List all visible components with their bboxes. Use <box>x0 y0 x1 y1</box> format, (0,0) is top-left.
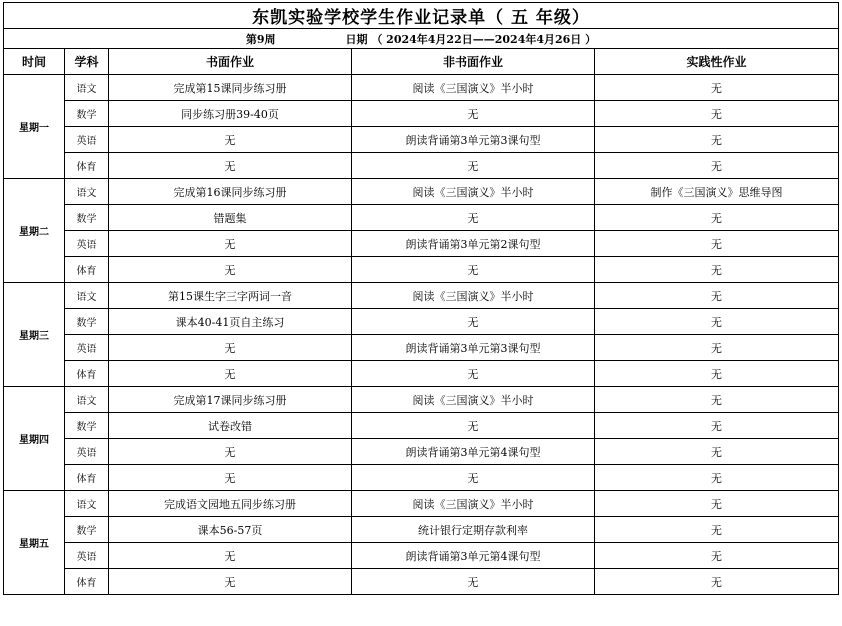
non-written-homework-cell: 朗读背诵第3单元第4课句型 <box>352 439 595 465</box>
written-homework-cell: 无 <box>109 439 352 465</box>
practice-homework-cell: 无 <box>595 413 839 439</box>
title-row <box>4 3 839 29</box>
written-homework-cell: 无 <box>109 335 352 361</box>
week-label: 第9周 <box>245 32 276 46</box>
non-written-homework-cell: 朗读背诵第3单元第3课句型 <box>352 335 595 361</box>
written-homework-cell: 第15课生字三字两词一音 <box>109 283 352 309</box>
table-row <box>4 361 839 387</box>
written-homework-cell: 无 <box>109 257 352 283</box>
subject-cell: 语文 <box>65 179 109 205</box>
subject-cell: 英语 <box>65 335 109 361</box>
subject-cell: 体育 <box>65 465 109 491</box>
practice-homework-cell: 无 <box>595 543 839 569</box>
date-range: 日期 （ 2024年4月22日——2024年4月26日 ） <box>345 32 597 46</box>
sheet-title: 东凯实验学校学生作业记录单（ 五 年级） <box>4 3 839 29</box>
subject-cell: 体育 <box>65 569 109 595</box>
non-written-homework-cell: 无 <box>352 205 595 231</box>
table-row <box>4 387 839 413</box>
non-written-homework-cell: 无 <box>352 465 595 491</box>
subject-cell: 数学 <box>65 309 109 335</box>
practice-homework-cell: 无 <box>595 153 839 179</box>
subject-cell: 数学 <box>65 101 109 127</box>
written-homework-cell: 完成语文园地五同步练习册 <box>109 491 352 517</box>
subject-cell: 数学 <box>65 517 109 543</box>
written-homework-cell: 无 <box>109 231 352 257</box>
non-written-homework-cell: 阅读《三国演义》半小时 <box>352 491 595 517</box>
practice-homework-cell: 无 <box>595 335 839 361</box>
subject-cell: 语文 <box>65 75 109 101</box>
subject-cell: 英语 <box>65 231 109 257</box>
table-row <box>4 127 839 153</box>
non-written-homework-cell: 阅读《三国演义》半小时 <box>352 75 595 101</box>
header-subject: 学科 <box>65 49 109 75</box>
header-practice: 实践性作业 <box>595 49 839 75</box>
table-row <box>4 205 839 231</box>
practice-homework-cell: 无 <box>595 101 839 127</box>
subject-cell: 英语 <box>65 127 109 153</box>
week-date-row <box>4 29 839 49</box>
non-written-homework-cell: 无 <box>352 413 595 439</box>
table-row <box>4 309 839 335</box>
practice-homework-cell: 无 <box>595 491 839 517</box>
subject-cell: 语文 <box>65 387 109 413</box>
written-homework-cell: 无 <box>109 569 352 595</box>
table-row <box>4 231 839 257</box>
non-written-homework-cell: 朗读背诵第3单元第2课句型 <box>352 231 595 257</box>
non-written-homework-cell: 阅读《三国演义》半小时 <box>352 179 595 205</box>
table-row <box>4 75 839 101</box>
practice-homework-cell: 制作《三国演义》思维导图 <box>595 179 839 205</box>
written-homework-cell: 课本40-41页自主练习 <box>109 309 352 335</box>
non-written-homework-cell: 无 <box>352 257 595 283</box>
subject-cell: 语文 <box>65 491 109 517</box>
table-row <box>4 465 839 491</box>
practice-homework-cell: 无 <box>595 205 839 231</box>
non-written-homework-cell: 无 <box>352 101 595 127</box>
written-homework-cell: 完成第15课同步练习册 <box>109 75 352 101</box>
subject-cell: 英语 <box>65 439 109 465</box>
non-written-homework-cell: 朗读背诵第3单元第4课句型 <box>352 543 595 569</box>
day-cell: 星期四 <box>4 387 65 491</box>
table-row <box>4 439 839 465</box>
table-row <box>4 543 839 569</box>
practice-homework-cell: 无 <box>595 75 839 101</box>
written-homework-cell: 无 <box>109 153 352 179</box>
practice-homework-cell: 无 <box>595 517 839 543</box>
non-written-homework-cell: 无 <box>352 153 595 179</box>
subject-cell: 数学 <box>65 413 109 439</box>
non-written-homework-cell: 阅读《三国演义》半小时 <box>352 387 595 413</box>
day-cell: 星期三 <box>4 283 65 387</box>
header-row <box>4 49 839 75</box>
non-written-homework-cell: 无 <box>352 569 595 595</box>
table-row <box>4 101 839 127</box>
subject-cell: 语文 <box>65 283 109 309</box>
practice-homework-cell: 无 <box>595 439 839 465</box>
non-written-homework-cell: 阅读《三国演义》半小时 <box>352 283 595 309</box>
day-cell: 星期五 <box>4 491 65 595</box>
day-cell: 星期一 <box>4 75 65 179</box>
non-written-homework-cell: 无 <box>352 309 595 335</box>
practice-homework-cell: 无 <box>595 387 839 413</box>
table-row <box>4 257 839 283</box>
non-written-homework-cell: 统计银行定期存款利率 <box>352 517 595 543</box>
table-row <box>4 153 839 179</box>
header-written: 书面作业 <box>109 49 352 75</box>
practice-homework-cell: 无 <box>595 127 839 153</box>
table-row <box>4 179 839 205</box>
subject-cell: 体育 <box>65 361 109 387</box>
written-homework-cell: 无 <box>109 543 352 569</box>
practice-homework-cell: 无 <box>595 257 839 283</box>
non-written-homework-cell: 无 <box>352 361 595 387</box>
practice-homework-cell: 无 <box>595 465 839 491</box>
practice-homework-cell: 无 <box>595 569 839 595</box>
written-homework-cell: 无 <box>109 361 352 387</box>
subject-cell: 数学 <box>65 205 109 231</box>
written-homework-cell: 完成第17课同步练习册 <box>109 387 352 413</box>
practice-homework-cell: 无 <box>595 309 839 335</box>
week-date-cell <box>4 29 839 49</box>
table-row <box>4 335 839 361</box>
written-homework-cell: 完成第16课同步练习册 <box>109 179 352 205</box>
written-homework-cell: 同步练习册39-40页 <box>109 101 352 127</box>
header-non-written: 非书面作业 <box>352 49 595 75</box>
practice-homework-cell: 无 <box>595 283 839 309</box>
table-row <box>4 413 839 439</box>
written-homework-cell: 试卷改错 <box>109 413 352 439</box>
homework-record-table <box>3 2 839 595</box>
subject-cell: 体育 <box>65 153 109 179</box>
written-homework-cell: 课本56-57页 <box>109 517 352 543</box>
header-time: 时间 <box>4 49 65 75</box>
table-row <box>4 283 839 309</box>
non-written-homework-cell: 朗读背诵第3单元第3课句型 <box>352 127 595 153</box>
written-homework-cell: 错题集 <box>109 205 352 231</box>
table-row <box>4 491 839 517</box>
written-homework-cell: 无 <box>109 465 352 491</box>
table-row <box>4 569 839 595</box>
practice-homework-cell: 无 <box>595 231 839 257</box>
subject-cell: 英语 <box>65 543 109 569</box>
practice-homework-cell: 无 <box>595 361 839 387</box>
written-homework-cell: 无 <box>109 127 352 153</box>
table-row <box>4 517 839 543</box>
day-cell: 星期二 <box>4 179 65 283</box>
subject-cell: 体育 <box>65 257 109 283</box>
